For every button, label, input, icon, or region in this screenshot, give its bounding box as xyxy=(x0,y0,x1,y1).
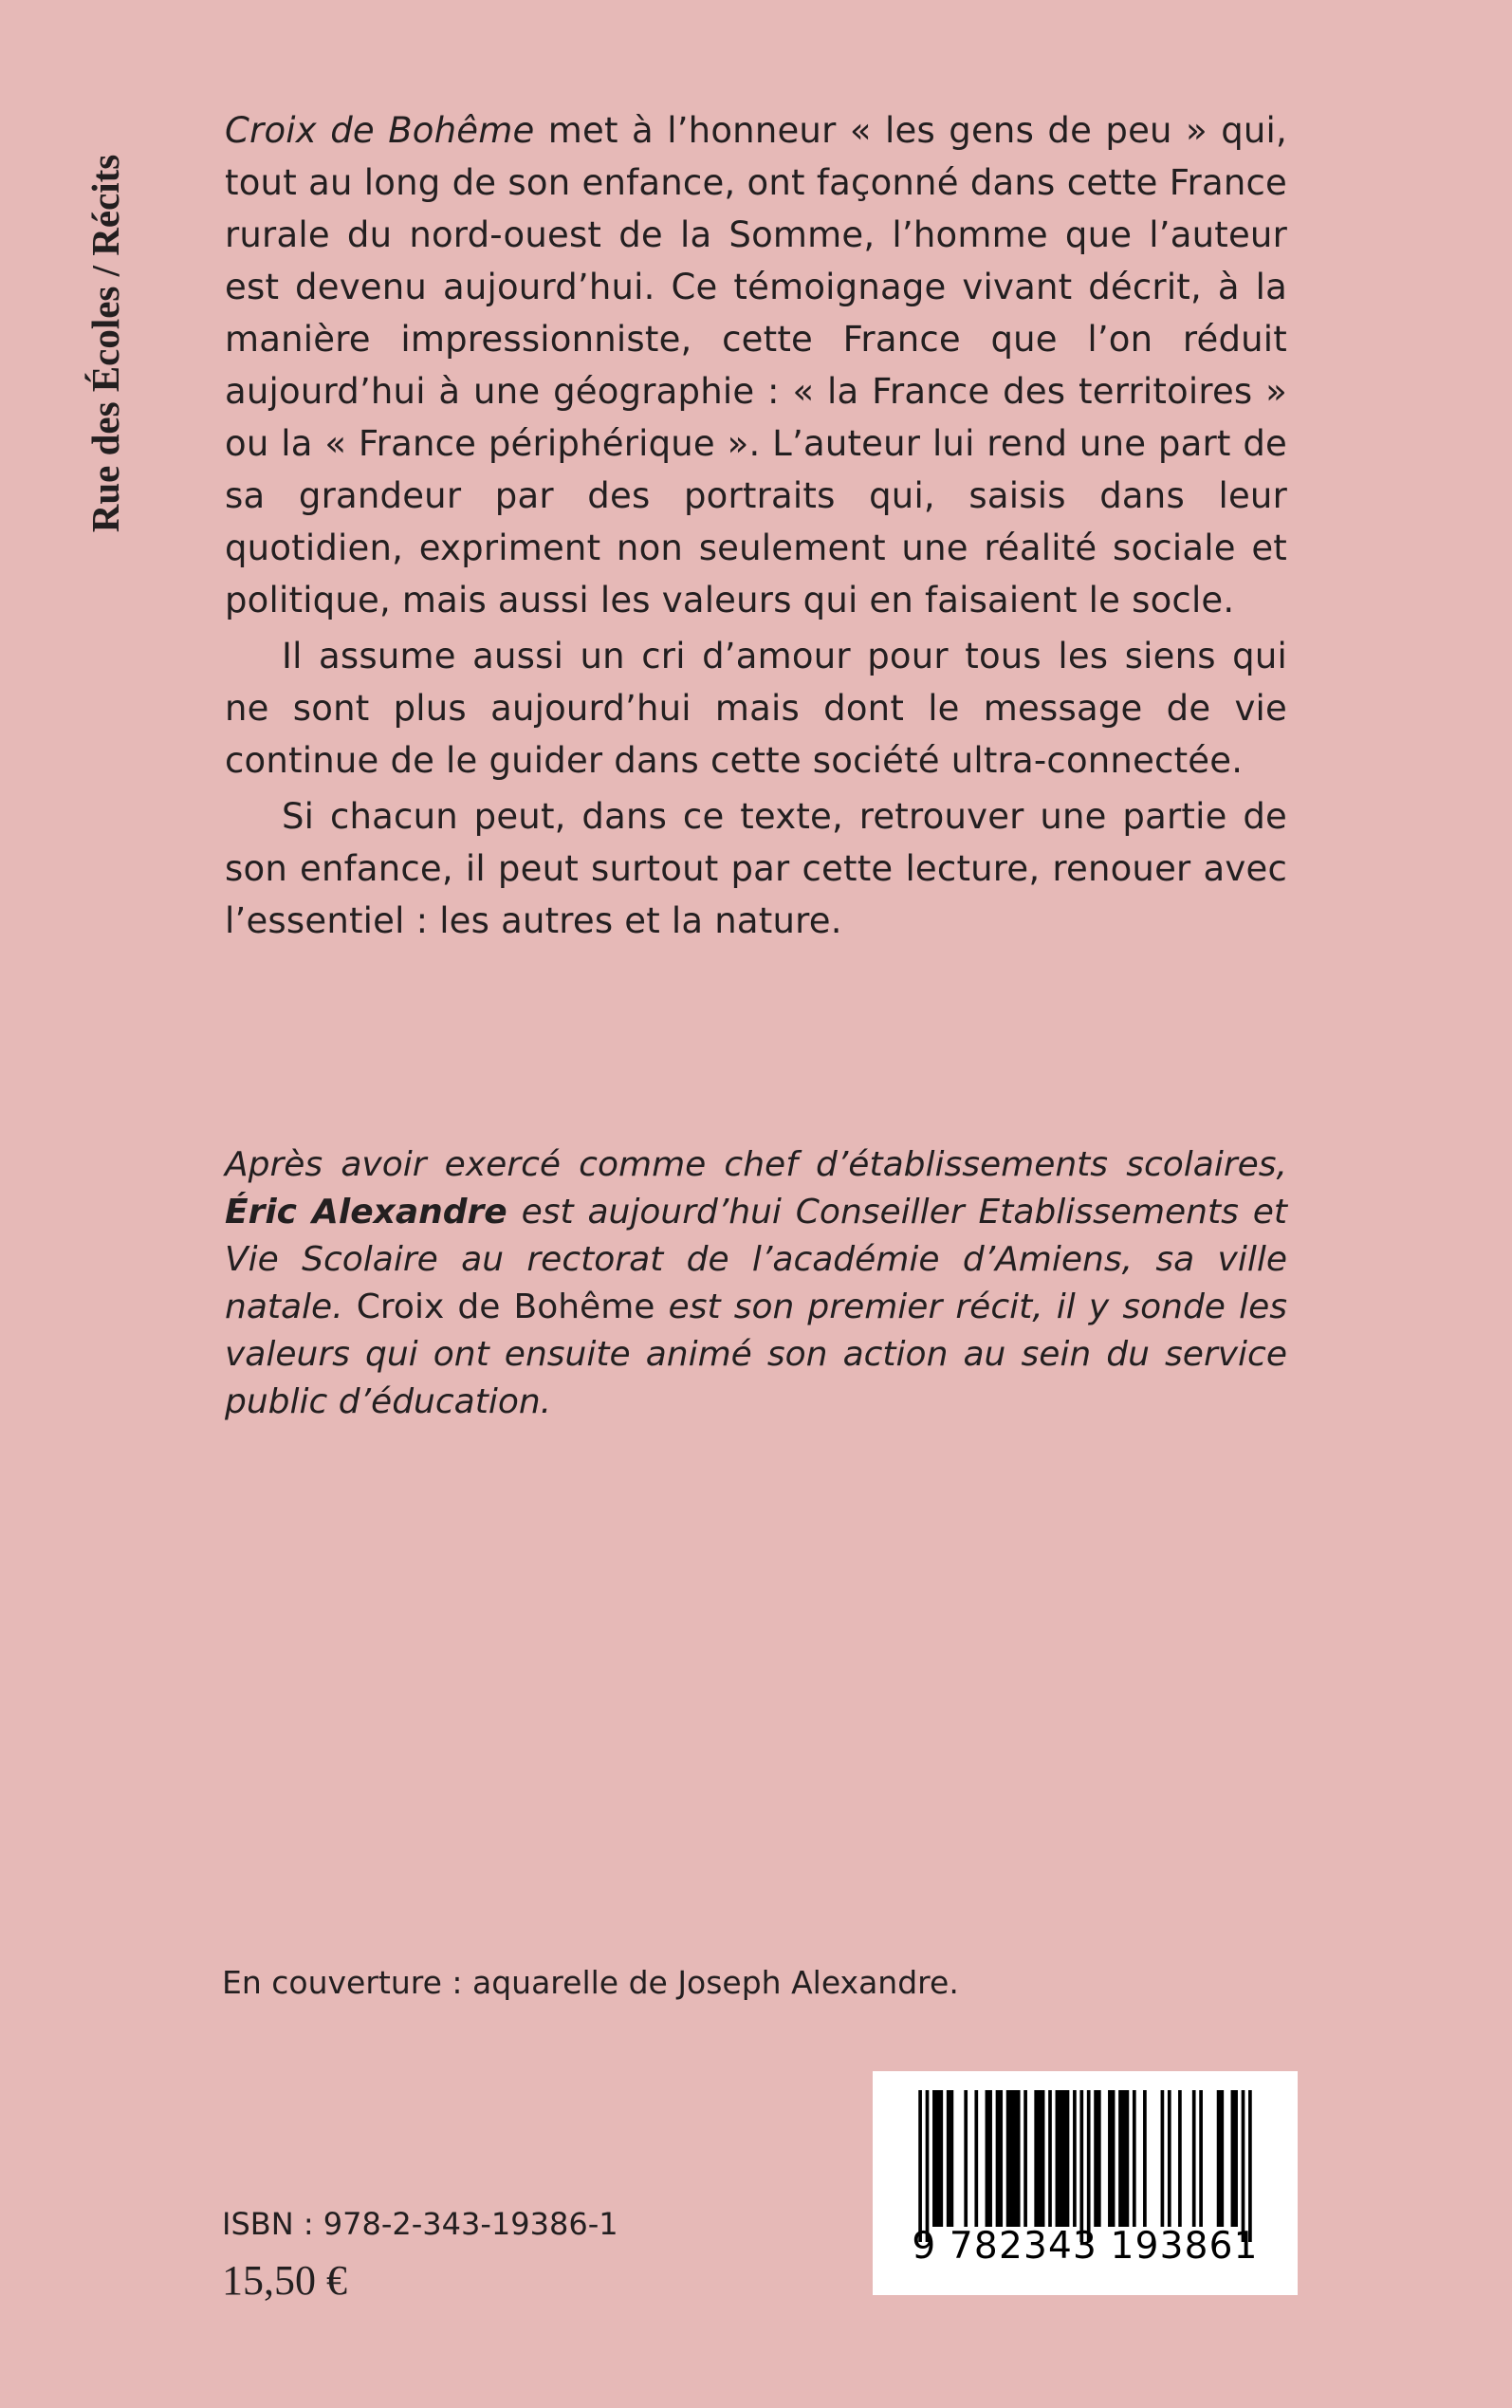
barcode-bar xyxy=(1094,2090,1100,2227)
author-name: Éric Alexandre xyxy=(225,1193,507,1232)
barcode xyxy=(873,2071,1298,2295)
book-title: Croix de Bohême xyxy=(225,110,535,151)
bio-book-title: Croix de Bohême xyxy=(356,1287,655,1326)
blurb-paragraph-3: Si chacun peut, dans ce texte, retrouver une partie de son enfance, il peut surtout par cette lecture, renouer avec l’essentiel : les autres et la nature. xyxy=(225,796,1287,941)
barcode-bar xyxy=(1073,2090,1077,2227)
blurb-paragraph-1-text: met à l’honneur « les gens de peu » qui, tout au long de son enfance, ont façonné dans cette France rurale du nord-ouest de la Somme, l’homme que l’auteur est devenu aujourd’hui. Ce témoignage vivant décrit, à la manière impressionniste, cette France que l’on réduit aujourd’hui à une géographie : « la France des territoires » ou la « France périphérique ». L’auteur lui rend une part de sa grandeur par des portraits qui, saisis dans leur quotidien, expriment non seulement une réalité sociale et politique, mais aussi les valeurs qui en faisaient le socle. xyxy=(225,110,1287,621)
barcode-bar xyxy=(1242,2090,1245,2242)
barcode-bar xyxy=(1161,2090,1165,2227)
bio-tail: est son premier récit, il y sonde les valeurs qui ont ensuite animé son action au sein du service public d’éducation. xyxy=(225,1287,1287,1421)
barcode-bar xyxy=(974,2090,978,2227)
barcode-bar xyxy=(1178,2090,1182,2227)
barcode-bar xyxy=(1143,2090,1147,2227)
barcode-bar xyxy=(1168,2090,1171,2227)
barcode-bar xyxy=(1048,2090,1052,2227)
back-cover-blurb xyxy=(225,104,1287,947)
bio-middle: est aujourd’hui Conseiller Etablissements et Vie Scolaire au rectorat de l’académie d’Amiens, sa ville natale. xyxy=(225,1193,1287,1326)
price: 15,50 € xyxy=(222,2257,347,2304)
barcode-bar xyxy=(1192,2090,1196,2227)
barcode-bar xyxy=(947,2090,953,2227)
barcode-bar xyxy=(996,2090,1003,2227)
spine-label xyxy=(82,111,129,576)
barcode-bar xyxy=(1118,2090,1129,2227)
barcode-digits: 9 782343 193861 xyxy=(912,2225,1259,2268)
barcode-bar xyxy=(1079,2090,1083,2242)
blurb-paragraph-1 xyxy=(225,104,1287,626)
bio-lead: Après avoir exercé comme chef d’établissements scolaires, xyxy=(225,1145,1287,1184)
barcode-bar xyxy=(1056,2090,1070,2227)
barcode-bar xyxy=(926,2090,930,2242)
isbn: ISBN : 978-2-343-19386-1 xyxy=(222,2206,618,2242)
cover-credit: En couverture : aquarelle de Joseph Alexandre. xyxy=(222,1964,959,2001)
barcode-bar xyxy=(1006,2090,1021,2227)
blurb-paragraph-2: Il assume aussi un cri d’amour pour tous les siens qui ne sont plus aujourd’hui mais dont le message de vie continue de le guider dans cette société ultra-connectée. xyxy=(225,636,1287,781)
barcode-bar xyxy=(1248,2090,1252,2242)
barcode-bar xyxy=(1199,2090,1203,2227)
barcode-bar xyxy=(964,2090,968,2227)
barcode-bar xyxy=(1133,2090,1136,2227)
barcode-bar xyxy=(1087,2090,1091,2242)
barcode-bar xyxy=(1108,2090,1115,2227)
barcode-bar xyxy=(986,2090,992,2227)
spine-text: Rue des Écoles / Récits xyxy=(83,154,127,533)
barcode-bar xyxy=(1023,2090,1027,2227)
barcode-bar xyxy=(932,2090,943,2227)
barcode-bar xyxy=(918,2090,922,2242)
author-bio-paragraph xyxy=(225,1141,1287,1426)
author-bio xyxy=(225,1141,1287,1426)
barcode-bar xyxy=(1217,2090,1224,2227)
barcode-bar xyxy=(1034,2090,1044,2227)
barcode-bar xyxy=(1231,2090,1238,2227)
